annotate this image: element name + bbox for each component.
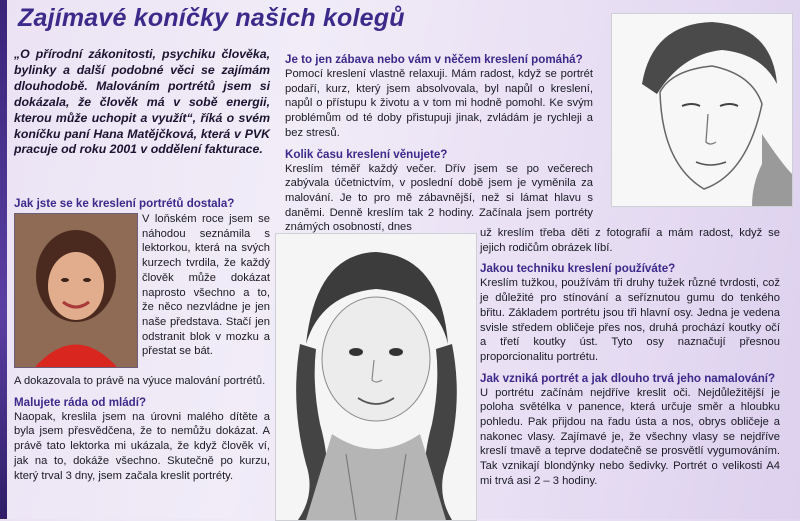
question-process: Jak vzniká portrét a jak dlouho trvá jeho namalování?	[480, 371, 776, 385]
answer-process: U portrétu začínám nejdříve kreslit oči. Nejdůležitější je poloha světélka v panence, která určuje směr a hloubku pohledu. Pak přijdou na řadu ústa a nos, obrys obličeje a nakonec vlasy. Zajímavé je, že všechny vlasy se nejdříve kreslí tmavě a teprve dodatečně se prosvětlí vygumováním. Tak vznikají blondýnky nebo šedivky. Portrét o velikosti A4 mi trvá asi 2 – 3 hodiny.	[480, 386, 780, 487]
answer-how-started-text: V loňském roce jsem se náhodou seznámila s lektorkou, která na svých kurzech tvrdila, že každý člověk může dokázat naprosto všechno a to, že něco nezvládne je jen naše představa. Stačí jen odstranit blok v mozku a přestat se bát.	[142, 213, 270, 358]
article-title: Zajímavé koníčky našich kolegů	[18, 4, 405, 32]
intro-paragraph: „O přírodní zákonitosti, psychiku člověka, bylinky a další podobné věci se zajímám dlouhodobě. Malováním portrétů jsem si dokázala, že člověk má v sobě energii, kterou může uchopit a využít“, říká o svém koníčku paní Hana Matějčková, která v PVK pracuje od roku 2001 v oddělení fakturace.	[14, 47, 270, 157]
answer-how-started-cont	[14, 374, 270, 483]
answer-time-spent-end: už kreslím třeba děti z fotografií a mám radost, když se jejich rodičům obrázek líbí.	[480, 227, 780, 254]
woman-portrait-image	[15, 214, 137, 367]
answer-since-youth: Naopak, kreslila jsem na úrovni malého dítěte a byla jsem přesvědčena, že to nemůžu dokázat. A právě tato lektorka mi ukázala, že když člověk ví, jak na to, dokáže všechno. Skutečně po kurzu, který trval 3 dny, jsem začala kreslit portréty.	[14, 410, 270, 482]
answer-how-started-end: A dokazovala to právě na výuce malování portrétů.	[14, 375, 266, 387]
author-photo	[14, 213, 138, 368]
question-technique: Jakou techniku kreslení používáte?	[480, 262, 676, 276]
sketch-portrait-girl	[275, 233, 477, 521]
answer-how-started	[142, 212, 270, 359]
answer-fun-or-help: Pomocí kreslení vlastně relaxuji. Mám radost, když se portrét podaří, kurz, který jsem absolvovala, byl napůl o kreslení, napůl o přístupu k životu a v tom mi hodně pomohl. Ke svým problémům od té doby přistupuji jinak, zvládám je rychleji a bez stresů.	[285, 68, 593, 139]
answer-time-spent: Kreslím téměř každý večer. Dřív jsem se po večerech zabývala účetnictvím, v poslední době jsem je vyměnila za malování. Je to pro mě zábavnější, než si lámat hlavu s daněmi. Denně kreslím tak 2 hodiny. Začínala jsem portréty známých osobností, dnes	[285, 162, 593, 234]
article-intro	[14, 47, 270, 158]
question-fun-or-help: Je to jen zábava nebo vám v něčem kreslení pomáhá?	[285, 53, 583, 66]
left-column	[14, 196, 270, 211]
answer-technique: Kreslím tužkou, používám tři druhy tužek různé tvrdosti, což je důležité pro stínování a seříznutou gumu do tenkého břitu. Základem portrétu jsou tři hlavní osy. Jedna je vedena svisle středem obličeje přes nos, druhá prochází koutky očí a třetí koutky úst. Tyto osy naznačují přesnou proporcionalitu portrétu.	[480, 277, 780, 363]
middle-column-top	[285, 52, 593, 235]
middle-column-right	[480, 226, 780, 489]
pencil-portrait-girl-image	[276, 234, 476, 520]
question-how-started: Jak jste se ke kreslení portrétů dostala?	[14, 197, 235, 210]
sketch-portrait-man	[611, 13, 793, 207]
question-time-spent: Kolik času kreslení věnujete?	[285, 147, 448, 161]
question-since-youth: Malujete ráda od mládí?	[14, 395, 147, 409]
page-edge-bar	[0, 0, 7, 519]
pencil-portrait-man-image	[612, 14, 792, 206]
